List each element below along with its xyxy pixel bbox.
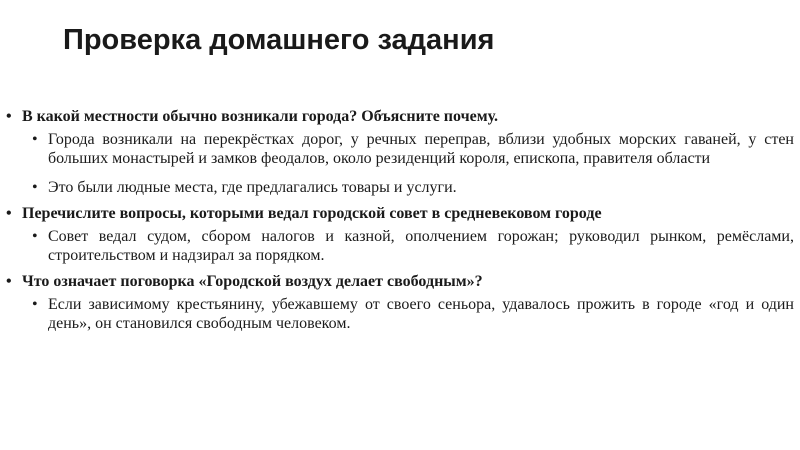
answer-text: • Города возникали на перекрёстках дорог, у речных переправ, вблизи удобных морских гаваней, у стен больших монастырей и замков феодалов, около резиденций короля, епископа, правителя области bbox=[48, 130, 794, 168]
question-text: • Перечислите вопросы, которыми ведал городской совет в средневековом городе bbox=[6, 203, 794, 225]
answer-list bbox=[6, 130, 794, 197]
question-text: • В какой местности обычно возникали города? Объясните почему. bbox=[6, 106, 794, 128]
slide-title: Проверка домашнего задания bbox=[63, 24, 495, 56]
answer-text: • Это были людные места, где предлагались товары и услуги. bbox=[48, 178, 794, 197]
answer-list bbox=[6, 295, 794, 333]
answer-text: • Совет ведал судом, сбором налогов и казной, ополчением горожан; руководил рынком, ремёслами, строительством и надзирал за порядком. bbox=[48, 227, 794, 265]
answer-text: • Если зависимому крестьянину, убежавшему от своего сеньора, удавалось прожить в городе «год и один день», он становился свободным человеком. bbox=[48, 295, 794, 333]
answer-list bbox=[6, 227, 794, 265]
question-list bbox=[6, 106, 794, 339]
question-item bbox=[6, 271, 794, 333]
question-text: • Что означает поговорка «Городской воздух делает свободным»? bbox=[6, 271, 794, 293]
question-item bbox=[6, 203, 794, 265]
question-item bbox=[6, 106, 794, 197]
